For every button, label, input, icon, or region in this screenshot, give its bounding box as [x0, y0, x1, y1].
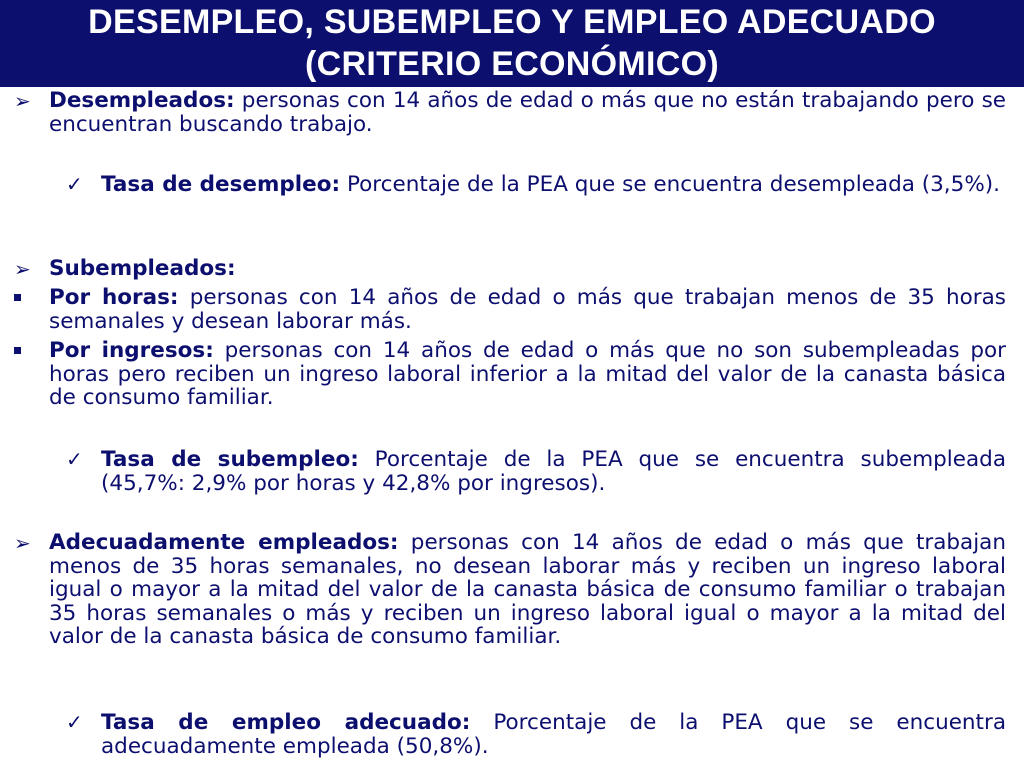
term-adecuadamente: Adecuadamente empleados:: [49, 530, 399, 555]
text-por-horas: personas con 14 años de edad o más que trabajan menos de 35 horas semanales y desean laborar más.: [49, 285, 1006, 334]
term-por-ingresos: Por ingresos:: [49, 338, 214, 363]
list-item-tasa-desempleo: [101, 173, 1006, 197]
checkmark-bullet-icon: ✓: [66, 710, 83, 734]
title-line-2: (CRITERIO ECONÓMICO): [305, 45, 719, 83]
square-bullet-icon: [14, 347, 21, 354]
checkmark-bullet-icon: ✓: [66, 172, 83, 196]
text-por-ingresos: personas con 14 años de edad o más que no son subempleadas por horas pero reciben un ingreso laboral inferior a la mitad del valor de la canasta básica de consumo familiar.: [49, 338, 1006, 410]
list-item-subempleados: [49, 257, 1006, 281]
list-item-tasa-subempleo: [101, 448, 1006, 495]
term-tasa-empleo: Tasa de empleo adecuado:: [101, 710, 471, 735]
text-tasa-subempleo: Porcentaje de la PEA que se encuentra subempleada (45,7%: 2,9% por horas y 42,8% por ingresos).: [101, 447, 1006, 496]
title-line-1: DESEMPLEO, SUBEMPLEO Y EMPLEO ADECUADO: [88, 3, 936, 41]
text-desempleados: personas con 14 años de edad o más que no están trabajando pero se encuentran buscando trabajo.: [49, 88, 1006, 137]
term-por-horas: Por horas:: [49, 285, 179, 310]
arrow-bullet-icon: ➢: [14, 257, 31, 281]
term-subempleados: Subempleados:: [49, 256, 236, 281]
list-item-por-horas: [49, 286, 1006, 333]
list-item-adecuadamente: [49, 531, 1006, 649]
term-desempleados: Desempleados:: [49, 88, 235, 113]
checkmark-bullet-icon: ✓: [66, 447, 83, 471]
text-adecuadamente: personas con 14 años de edad o más que trabajan menos de 35 horas semanales, no desean laborar más y reciben un ingreso laboral igual o mayor a la mitad del valor de la canasta básica de consumo familiar o trabajan 35 horas semanales o más y reciben un ingreso laboral igual o mayor a la mitad del valor de la canasta básica de consumo familiar.: [49, 530, 1006, 649]
list-item-por-ingresos: [49, 339, 1006, 410]
title-bar: [0, 0, 1024, 87]
term-tasa-desempleo: Tasa de desempleo:: [101, 172, 341, 197]
arrow-bullet-icon: ➢: [14, 531, 31, 555]
arrow-bullet-icon: ➢: [14, 89, 31, 113]
list-item-desempleados: [49, 89, 1006, 136]
text-tasa-desempleo: Porcentaje de la PEA que se encuentra desempleada (3,5%).: [340, 172, 1000, 197]
list-item-tasa-empleo: [101, 711, 1006, 758]
text-tasa-empleo: Porcentaje de la PEA que se encuentra adecuadamente empleada (50,8%).: [101, 710, 1007, 759]
term-tasa-subempleo: Tasa de subempleo:: [101, 447, 359, 472]
square-bullet-icon: [14, 294, 21, 301]
